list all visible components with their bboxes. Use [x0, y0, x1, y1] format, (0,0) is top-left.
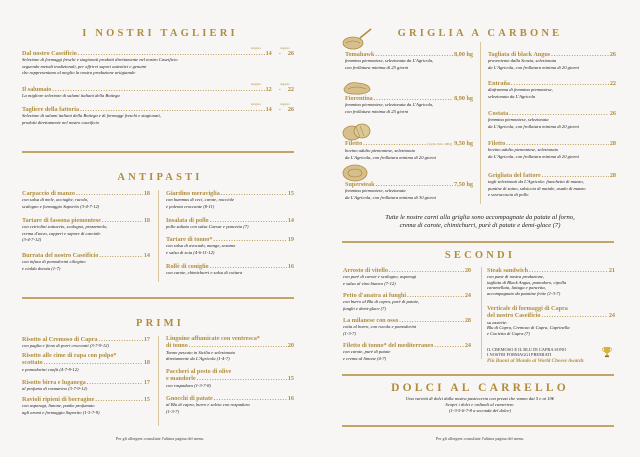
price-single: 14	[265, 50, 272, 57]
menu-item-antipasti: Tartare di fassona piemontese ..... 18 con cetriolini sottaceto, scalogno, prezzemolo, crema d'uovo, capperi e sapore di carciale (3-4-7-12)	[22, 217, 150, 243]
menu-page-right	[320, 0, 640, 457]
menu-item-primi: Paccheri al pesto di olive e mandorle ..... 15 con raspadura (1-3-7-8)	[166, 369, 294, 389]
menu-item-antipasti: Burrata del nostro Caseificio ..... 14 con infuso di pomodorini ciliegino e cialda dorata (1-7)	[22, 252, 150, 272]
menu-item-griglia: Fiorentina ..... 8,90 hg femmina piemontese, selezionata da L'Agricola, con frollatura minima di 25 giorni	[345, 95, 473, 115]
menu-item-antipasti: Carpaccio di manzo ..... 18 con salsa di mele, acciughe, rucola, scalogno e formaggio Saporito (3-4-7-12)	[22, 190, 150, 210]
menu-item-primi: Ravioli ripieni di borragine ..... 15 con asparagi, limone, panko profumato agli aromi e formaggio Saporito (1-3-7-9)	[22, 396, 150, 416]
menu-item-taglieri-0: Dal nostro Caseificio ..... 14 - 26 Selezione di formaggi freschi e stagionati prodotti direttamente nel nostro Caseificio seguendo metodi tradizionali, per offrirvi sapori autentici e genuini che rappresentano al meglio la nostra produzione artigianale	[22, 50, 294, 76]
menu-item-primi: Risotto alle cime di rapa con polpo* scottato ..... 18 e pomodorini confit (4-7-9-12)	[22, 353, 150, 373]
menu-item-griglia: Supersteak ..... 7,50 hg femmina piemontese, selezionata da L'Agricola, con frollatura minima di 30 giorni	[345, 181, 473, 201]
section-title-dolci: DOLCI AL CARRELLO	[391, 382, 569, 394]
divider	[342, 425, 614, 427]
divider	[22, 297, 294, 299]
menu-item-primi: Linguine affumicate con ventresca* di tonno ..... 20 Tonno pescato in Sicilia e selezionato direttamente da L'Agricola (1-4-7)	[166, 336, 294, 362]
fiorentina-steak-icon	[342, 80, 372, 96]
menu-item-griglia: Filetto ..... (taglio min. 400g) 9,50 hg bovino adulto piemontese, selezionato da L'Agricola, con frollatura minima di 20 giorni	[345, 140, 473, 161]
item-desc: Selezione di formaggi freschi e stagionati prodotti direttamente nel nostro Caseificio seguendo metodi tradizionali, per offrirvi sapori autentici e genuini che rappresentano al meglio la nostra produzione artigianale	[22, 57, 178, 75]
divider	[22, 151, 294, 153]
section-title-primi: PRIMI	[135, 318, 185, 329]
menu-item-griglia: Filetto ..... 28 bovino adulto piemontese, selezionato da L'Agricola, con frollatura minima di 20 giorni	[488, 140, 616, 160]
menu-item-griglia: Entraña ..... 22 diaframma di femmina piemontese, selezionata da L'Agricola	[488, 80, 616, 100]
column-divider	[480, 94, 481, 204]
section-title-antipasti: ANTIPASTI	[117, 172, 203, 183]
menu-item-antipasti: Tartare di tonno* ..... 19 con salsa di avocado, mango, sesamo e salsa di soia (4-6-11-12)	[166, 236, 294, 256]
grill-side-note: Tutte le nostre carni alla griglia sono accompagnate da patate al forno, crema di carote, chimichurri, purè di patate e demi-glace (7)	[385, 214, 575, 230]
filetto-steak-icon	[342, 123, 372, 141]
trophy-icon	[602, 346, 612, 358]
menu-item-griglia: Costata ..... 26 femmina piemontese, selezionata da L'Agricola, con frollatura minima di 20 giorni	[488, 110, 616, 130]
tomahawk-steak-icon	[342, 28, 372, 50]
menu-item-primi: Risotto birra e luganega ..... 17 al profumo di rosmarino (3-7-9-12)	[22, 379, 150, 393]
menu-page-left: I NOSTRI TAGLIERI singolo doppio Dal nostro Caseificio ..... 14 - 26 Selezione di formaggi freschi e stagionati prodotti direttamente nel nostro Caseificio seguendo metodi tradizionali, per offrirvi sapori autentici e genuini che rappresentano al meglio la nostra produzione artigianale singolo doppio Il salumaio ..... 12 - 22 La migliore selezione di salumi italiani della Bottega singolo doppio Tagliere della fattoria ..... 14 - 26 Selezione di salumi italiani della Bottega e di formaggi freschi e stagionati, prodotti direttamente nel nostro caseificio ANTIPASTI Carpaccio di manzo ..... 18 con salsa di mele, acciughe, rucola, scalogno e formaggio Saporito (3-4-7-12) Tartare di fassona piemontese ..... 18 con cetriolini sottaceto, scalogno, prezzemolo, crema d'uovo, capperi e sapore di carciale (3-4-7-12) Burrata del nostro Caseificio ..... 14 con infuso di pomodorini ciliegino e cialda dorata (1-7) Giardino meraviglia ..... 15 con hummus di ceci, carote, nocciole e polenta croccante (8-11) Insalata di pollo ..... 14 pollo saltato con salsa Caesar e pancetta (7) Tartare di tonno* ..... 19 con salsa di avocado, mango, sesamo e salsa di soia (4-6-11-12) Rollè di coniglio ..... 16 con carote, chimichurri e salsa di cottura PRIMI Risotto al Cremoso di Capra ..... 17 con paglia e fieno di porri croccanti (3-7-9-12) Risotto alle cime di rapa con polpo* scottato ..... 18 e pomodorini confit (4-7-9-12) Risotto birra e luganega ..... 17 al profumo di rosmarino (3-7-9-12) Ravioli ripieni di borragine ..... 15 con asparagi, limone, panko profumato agli aromi e formaggio Saporito (1-3-7-9) Linguine affumicate con ventresca* di tonno ..... 20 Tonno pescato in Sicilia e selezionato direttamente da L'Agricola (1-4-7) Paccheri al pesto di olive e mandorle ..... 15 con raspadura (1-3-7-8) Gnocchi di patate ..... 16 al Blu di capra, burro e salvia con raspadura (1-3-7) Per gli allergeni consultate l'ultima pagina del menu.	[0, 0, 320, 457]
price-double: 26	[287, 50, 294, 57]
divider	[342, 241, 614, 243]
menu-item-griglia: Grigliata del fattore ..... 28 tagli selezionati da L'Agricola: fianchetto di manzo, puntine di suino, salsiccia di maiale, asado di manzo e sovracoscia di pollo	[488, 172, 616, 198]
superstеak-icon	[342, 164, 368, 182]
column-divider	[158, 190, 159, 282]
menu-item-taglieri-2: Tagliere della fattoria ..... 14 - 26 Selezione di salumi italiani della Bottega e di formaggi freschi e stagionati, prodotti direttamente nel nostro caseificio	[22, 106, 294, 126]
menu-item-secondi: Filetto di tonno* del mediterraneo ..... 24 con carote, purè di patate e crema al limone (4-7)	[343, 342, 471, 362]
allergen-note: Per gli allergeni consultate l'ultima pagina del menu.	[115, 436, 205, 441]
menu-item-griglia: Tagliata di black Angus ..... 26 proveniente dalla Scozia, selezionata da L'Agricola, con frollatura minima di 20 giorni	[488, 51, 616, 71]
menu-item-secondi: Petto d'anatra ai funghi ..... 24 con burro al Blu di capra, purè di patate, funghi e demi-glace (7)	[343, 292, 471, 312]
column-divider	[481, 267, 482, 359]
menu-item-secondi: La milanese con osso ..... 28 cotta al burro, con rucola e pomodorini (1-3-7)	[343, 317, 471, 337]
menu-item-antipasti: Insalata di pollo ..... 14 pollo saltato con salsa Caesar e pancetta (7)	[166, 217, 294, 231]
menu-item-griglia: Tomahawk ..... 8,00 hg femmina piemontese, selezionata da L'Agricola, con frollatura minima di 25 giorni	[345, 51, 473, 71]
dolci-description: Una varietà di dolci dalla nostra pasticceria con prezzi che vanno dai 5 e ai 10€ Scopri i dolci e ordinali al cameriere. (1-3-5-6-7-8 a seconda del dolce)	[405, 396, 555, 414]
section-title-griglia: GRIGLIA A CARBONE	[397, 28, 563, 39]
menu-item-antipasti: Rollè di coniglio ..... 16 con carote, chimichurri e salsa di cottura	[166, 263, 294, 277]
menu-item-primi: Gnocchi di patate ..... 16 al Blu di capra, burro e salvia con raspadura (1-3-7)	[166, 395, 294, 415]
award-note: IL CREMOSO E IL BLU DI CAPRA SONO I NOSTRI FORMAGGI PREMIATI Più Buoni al Mondo al World Cheese Awards	[487, 347, 584, 364]
section-title-taglieri: I NOSTRI TAGLIERI	[82, 28, 238, 39]
column-divider	[480, 42, 481, 94]
menu-item-antipasti: Giardino meraviglia ..... 15 con hummus di ceci, carote, nocciole e polenta croccante (8-11)	[166, 190, 294, 210]
column-divider	[158, 336, 159, 426]
menu-item-secondi: Arrosto di vitello ..... 20 con purè di carote e scalogno, asparagi e salsa al vino bianco (7-12)	[343, 267, 471, 287]
menu-item-secondi: Verticale di formaggi di Capra del nostro Caseificio ..... 24 su assiette: Blu di Capra, Cremoso di Capra, Caprinella e Cacietta di Capra (7)	[487, 306, 615, 336]
divider	[342, 374, 614, 376]
menu-item-secondi: Steak sandwich ..... 21 con pane di nostra produzione, tagliata di Black Angus, pomodoro, cipolla caramellata, lattuga e pancetta, accompagnato da patatine fritte (1-3-7)	[487, 267, 615, 296]
menu-item-taglieri-1: Il salumaio ..... 12 - 22 La migliore selezione di salumi italiani della Bottega	[22, 86, 294, 100]
section-title-secondi: SECONDI	[444, 250, 516, 261]
menu-item-primi: Risotto al Cremoso di Capra ..... 17 con paglia e fieno di porri croccanti (3-7-9-12)	[22, 336, 150, 350]
allergen-note: Per gli allergeni consultate l'ultima pagina del menu.	[435, 436, 525, 441]
